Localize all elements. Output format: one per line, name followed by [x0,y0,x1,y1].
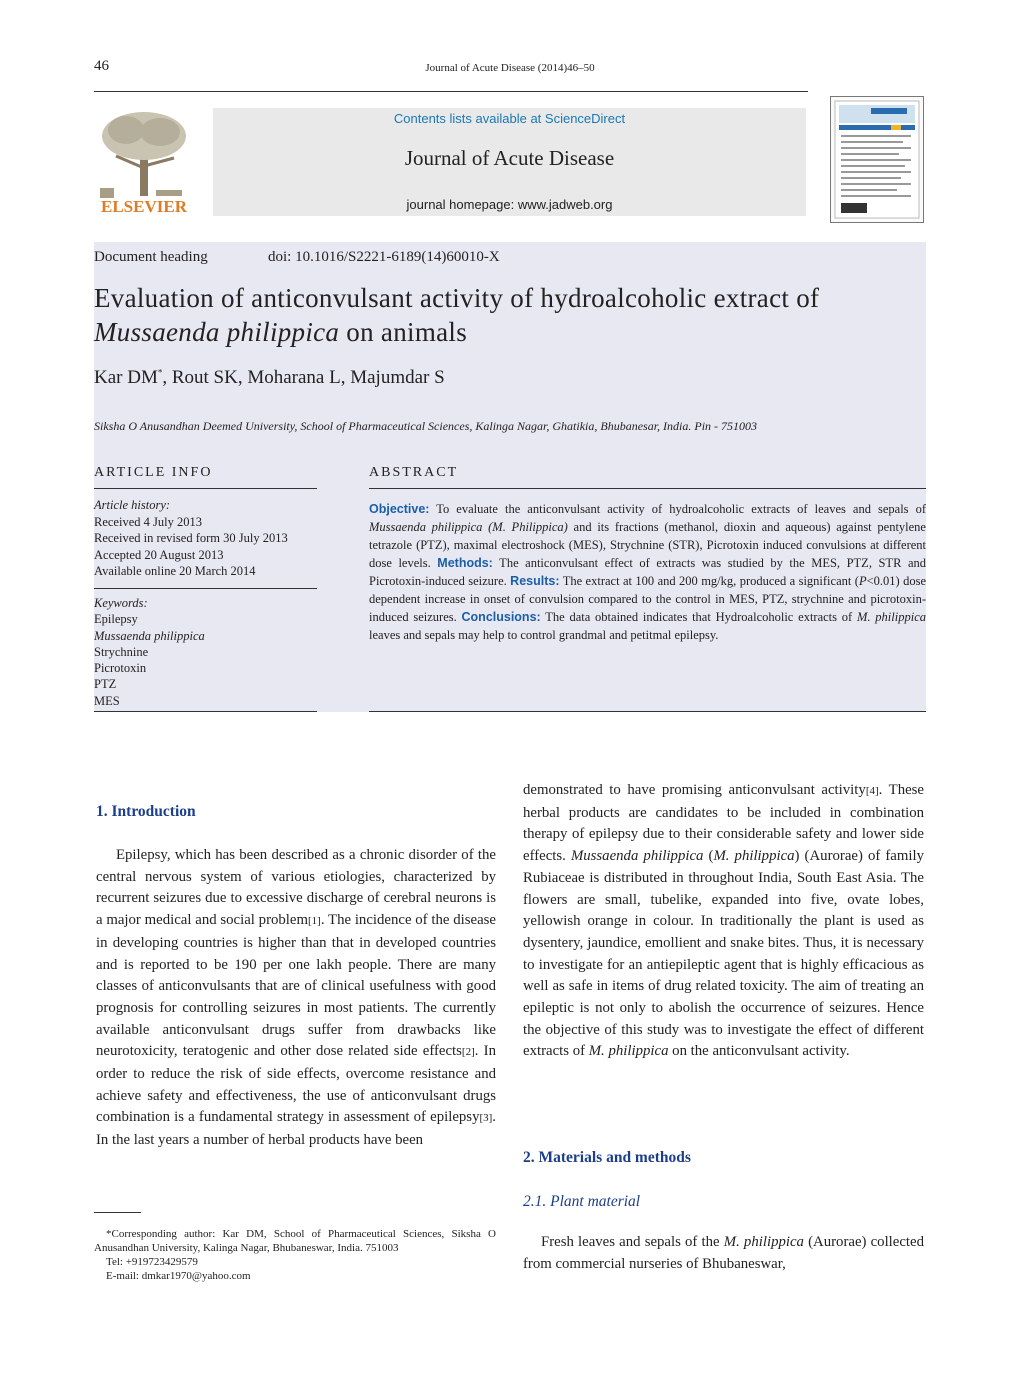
doi[interactable]: doi: 10.1016/S2221-6189(14)60010-X [268,249,500,265]
abstract-text: <0.01) dose dependent increase in onset of convulsion compared to the control in MES, PTZ, strychnine and picrotoxin-induced seizures. [369,574,926,624]
body-text: . These herbal products are candidates to be included in combination therapy of epilepsy due to their considerable safety and lower side effects. [523,782,924,865]
abstract-text: The extract at 100 and 200 mg/kg, produced a significant ( [559,574,859,588]
corresponding-mark: * [157,367,163,378]
body-text: ) (Aurorae) of family Rubiaceae is distributed in throughout India, South East Asia. The flowers are small, tubelike, expanded into five, ovate lobes, yellowish orange in colour. In traditionally the plant is used as dysentery, jaundice, emollient and snake bites. Thus, it is necessary to investigate for an antiepileptic agent that is highly efficacious as well as safe in items of drug related toxicity. The aim of treating an epileptic is not only to abolish the occurrence of seizures. Hence the objective of this study was to investigate the effect of different extracts of [523,848,924,1060]
abstract-heading: ABSTRACT [369,465,459,480]
conclusions-label: Conclusions: [461,610,541,624]
title-species: Mussaenda philippica [94,317,340,347]
p-value-symbol: P [858,574,867,588]
divider [94,711,317,712]
received-date: Received 4 July 2013 [94,514,202,529]
keywords-list [94,595,316,709]
affiliation: Siksha O Anusandhan Deemed University, School of Pharmaceutical Sciences, Kalinga Nagar, Ghatikia, Bhubanesar, India. Pin - 751003 [94,419,758,433]
article-title [94,281,928,349]
keyword-item: Mussaenda philippica [94,628,205,643]
keyword-item: PTZ [94,677,117,692]
body-text: Fresh leaves and sepals of the [541,1234,724,1250]
body-text: demonstrated to have promising anticonvulsant activity [523,782,866,798]
elsevier-logo [94,108,194,214]
species-name: Mussaenda philippica [570,848,704,865]
journal-homepage[interactable]: journal homepage: www.jadweb.org [406,197,613,212]
species-name: M. philippica [588,1043,669,1060]
citation-link[interactable]: [1] [308,915,321,928]
footnote-email[interactable]: E-mail: dmkar1970@yahoo.com [106,1270,251,1282]
tree-logo-icon [94,108,194,214]
subsection-heading-plant-material: 2.1. Plant material [523,1193,641,1210]
sciencedirect-link[interactable]: Contents lists available at ScienceDirect [393,111,626,126]
journal-cover-thumbnail [830,96,924,223]
corresponding-author-footnote [94,1227,496,1283]
title-text-end: on animals [339,317,468,347]
abstract-text: The anticonvulsant effect of extracts was studied by the MES, PTZ, STR and Picrotoxin-induced seizure. [369,556,926,588]
abstract-body [369,500,926,644]
footnote-corresponding: *Corresponding author: Kar DM, School of Pharmaceutical Sciences, Siksha O Anusandhan University, Kalinga Nagar, Bhubaneswar, India. 751003 [94,1228,496,1254]
species-name: M. philippica [723,1234,804,1250]
plant-material-paragraph [523,1232,924,1275]
section-heading-materials-methods: 2. Materials and methods [523,1149,691,1166]
abstract-text: and its fractions (methanol, dioxin and aqueous) against pentylene tetrazole (PTZ), maximal electroshock (MES), Strychnine (STR), Picrotoxin induced convulsions at different dose levels. [369,520,926,570]
citation-link[interactable]: [3] [479,1112,493,1125]
page-number: 46 [94,58,109,74]
divider [369,488,926,489]
keyword-item: Epilepsy [94,612,138,627]
body-text: on the anticonvulsant activity. [668,1043,850,1060]
revised-date: Received in revised form 30 July 2013 [94,531,288,545]
logo-wordmark: ELSEVIER [101,197,187,214]
journal-banner [213,108,806,216]
body-text: . The incidence of the disease in developing countries is higher than that in developed countries and is reported to be 190 per one lakh people. There are many classes of anticonvulsants that are of clinical usefulness with good prognosis for controlling seizures in most patients. The currently available anticonvulsant drugs suffer from drawbacks like neurotoxicity, teratogenic and other dose related side effects [96,912,496,1060]
body-text: ( [703,848,714,865]
body-text: . In order to reduce the risk of side effects, overcome resistance and achieve safety and effectiveness, the use of anticonvulsant drugs combination is a fundamental strategy in assessment of epilepsy [96,1043,496,1126]
online-date: Available online 20 March 2014 [94,564,256,578]
author-corresponding[interactable]: Kar DM [94,367,158,388]
abstract-text: To evaluate the anticonvulsant activity of hydroalcoholic extracts of leaves and sepals of [429,502,926,516]
results-label: Results: [510,574,560,588]
accepted-date: Accepted 20 August 2013 [94,547,224,562]
divider [94,588,317,589]
footnote-divider [94,1212,141,1213]
keyword-item: MES [94,693,120,708]
divider [369,711,926,712]
species-name: M. philippica [713,848,795,865]
author-others: , Rout SK, Moharana L, Majumdar S [162,367,445,388]
divider [94,488,317,489]
article-history [94,497,316,580]
running-head: Journal of Acute Disease (2014)46–50 [425,62,595,74]
abstract-text: The data obtained indicates that Hydroalcoholic extracts of [540,610,857,624]
author-list [94,367,445,389]
history-label: Article history: [94,498,171,512]
citation-link[interactable]: [4] [865,785,879,797]
footnote-tel: Tel: +919723429579 [106,1256,198,1268]
body-text: . In the last years a number of herbal products have been [96,1109,496,1149]
section-heading-introduction: 1. Introduction [96,803,196,820]
keywords-label: Keywords: [94,596,148,610]
introduction-paragraph [96,845,496,1152]
keyword-item: Strychnine [94,644,149,659]
abstract-text: leaves and sepals may help to control grandmal and petitmal epilepsy. [369,628,719,642]
article-info-heading: ARTICLE INFO [94,465,213,480]
header-rule [94,91,808,92]
keyword-item: Picrotoxin [94,661,147,676]
document-heading: Document heading [94,249,208,265]
citation-link[interactable]: [2] [461,1046,475,1059]
title-text: Evaluation of anticonvulsant activity of hydroalcoholic extract of [94,283,820,313]
abstract-species: M. philippica [856,610,926,624]
journal-title: Journal of Acute Disease [404,146,615,170]
body-text: Epilepsy, which has been described as a chronic disorder of the central nervous system of various etiologies, characterized by recurrent seizures due to excessive discharge of cerebral neurons is a major medical and social problem [96,847,496,929]
methods-label: Methods: [437,556,493,570]
body-text: (Aurorae) collected from commercial nurseries of Bhubaneswar, [523,1234,924,1272]
introduction-continued [523,780,924,1063]
objective-label: Objective: [369,502,430,516]
cover-image-icon [831,97,923,222]
abstract-species: Mussaenda philippica (M. Philippica) [369,520,568,534]
